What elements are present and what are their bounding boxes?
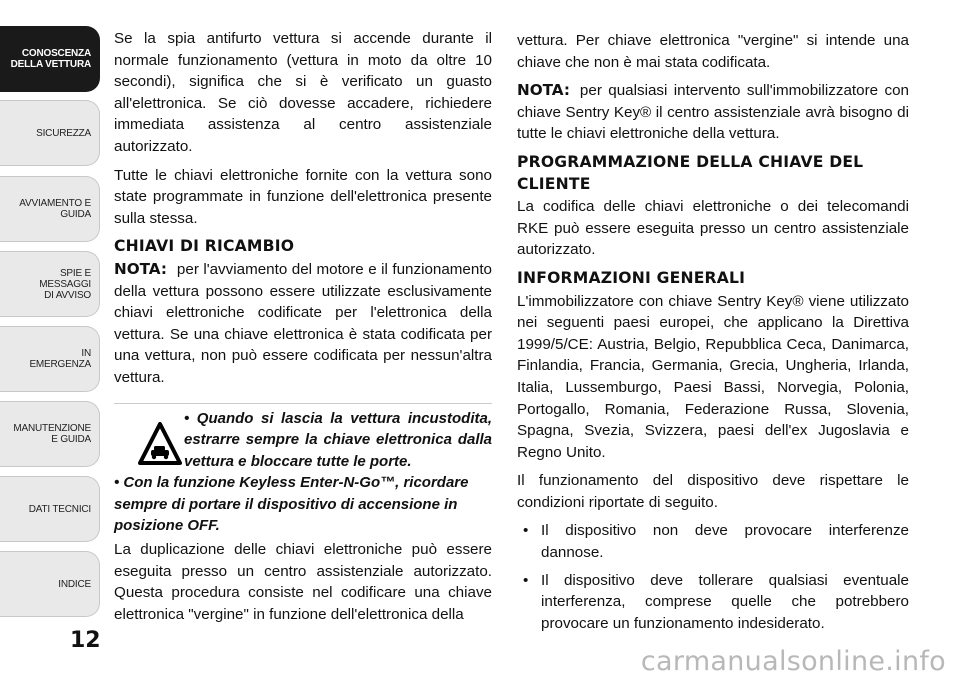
watermark: carmanualsonline.info [640,646,946,677]
right-column [517,30,909,640]
page-number: 12 [70,628,101,653]
bullet-list [517,520,909,634]
note-text: per l'avviamento del motore e il funzionamento della vettura possono essere utilizzate esclusivamente chiavi elettroniche codificate per l'elettronica della vettura. Se una chiave elettronica è stata codificata per una vettura, non può essere codificata per nessun'altra vettura. [114,260,492,386]
warning-box [114,403,492,538]
warning-bullet: • Con la funzione Keyless Enter-N-Go™, ricordare sempre di portare il dispositivo di accensione in posizione OFF. [114,474,469,535]
paragraph: vettura. Per chiave elettronica "vergine" si intende una chiave che non è mai stata codificata. [517,32,909,71]
tab-spie-e-messaggi[interactable]: SPIE E MESSAGGI DI AVVISO [0,251,100,317]
note-text: per qualsiasi intervento sull'immobilizzatore con chiave Sentry Key® il centro assistenziale avrà bisogno di tutte le chiavi elettroniche della vettura. [517,82,909,143]
section-heading: INFORMAZIONI GENERALI [517,268,746,287]
list-item: • Il dispositivo deve tollerare qualsiasi eventuale interferenza, comprese quelle che potrebbero provocare un funzionamento indesiderato. [517,570,909,635]
tab-in-emergenza[interactable]: IN EMERGENZA [0,326,100,392]
paragraph: Tutte le chiavi elettroniche fornite con la vettura sono state programmate in funzione dell'elettronica presente sulla stessa. [114,166,492,227]
paragraph: Il funzionamento del dispositivo deve rispettare le condizioni riportate di seguito. [517,472,909,511]
chapter-tabs [0,0,100,640]
left-column [114,28,492,632]
paragraph: La duplicazione delle chiavi elettroniche può essere eseguita presso un centro assistenziale autorizzato. Questa procedura consiste nel codificare una chiave elettronica "vergine" in funzione dell'elettronica della [114,541,492,623]
note-label: NOTA: [517,81,570,100]
tab-sicurezza[interactable]: SICUREZZA [0,100,100,166]
section-heading: PROGRAMMAZIONE DELLA CHIAVE DEL CLIENTE [517,152,864,193]
paragraph: Se la spia antifurto vettura si accende durante il normale funzionamento (vettura in moto da oltre 10 secondi), significa che si è verificato un guasto all'elettronica. Se ciò dovesse accadere, richiedere immediata assistenza al centro assistenziale autorizzato. [114,30,492,155]
tab-indice[interactable]: INDICE [0,551,100,617]
list-item: • Il dispositivo non deve provocare interferenze dannose. [517,520,909,563]
tab-dati-tecnici[interactable]: DATI TECNICI [0,476,100,542]
tab-conoscenza-della-vettura[interactable]: CONOSCENZA DELLA VETTURA [0,26,100,92]
paragraph: La codifica delle chiavi elettroniche o dei telecomandi RKE può essere eseguita presso un centro assistenziale autorizzato. [517,198,909,259]
tab-avviamento-e-guida[interactable]: AVVIAMENTO E GUIDA [0,176,100,242]
warning-bullet: • Quando si lascia la vettura incustodita, estrarre sempre la chiave elettronica dalla vettura e bloccare tutte le porte. [184,409,492,470]
tab-manutenzione[interactable]: MANUTENZIONE E GUIDA [0,401,100,467]
warning-triangle-icon [138,422,182,466]
note-paragraph [114,259,492,389]
note-paragraph [517,80,909,145]
section-heading: CHIAVI DI RICAMBIO [114,237,295,256]
paragraph: L'immobilizzatore con chiave Sentry Key® viene utilizzato nei seguenti paesi europei, che applicano la Direttiva 1999/5/CE: Austria, Belgio, Repubblica Ceca, Danimarca, Finlandia, Francia, Germania, Grecia, Ungheria, Irlanda, Italia, Lussemburgo, Paesi Bassi, Norvegia, Polonia, Portogallo, Romania, Federazione Russa, Slovenia, Spagna, Svezia, Svizzera, paesi dell'ex Jugoslavia e Regno Unito. [517,292,909,461]
note-label: NOTA: [114,259,167,278]
